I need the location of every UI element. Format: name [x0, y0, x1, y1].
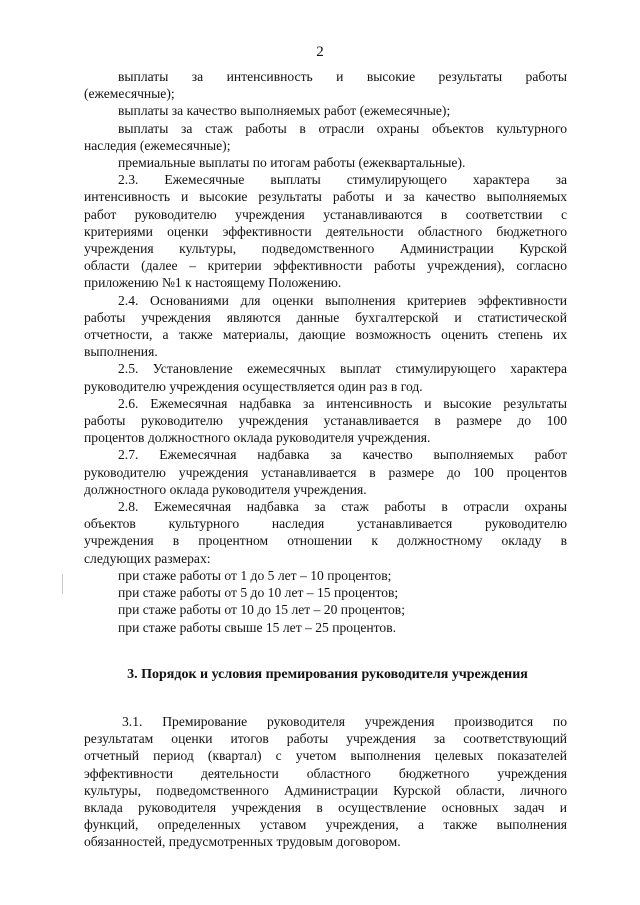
text-line: процентов должностного оклада руководителя учреждения. — [84, 430, 431, 446]
list-item: при стаже работы свыше 15 лет – 25 процентов. — [118, 619, 397, 635]
text-line: учреждения культуры, подведомственного Администрации Курской — [84, 241, 567, 257]
paragraph-2-7-line: 2.7. Ежемесячная надбавка за качество выполняемых работ — [118, 447, 567, 463]
text-line: работы руководителю учреждения устанавливается в размере до 100 — [84, 413, 567, 429]
text-line: премиальные выплаты по итогам работы (ежеквартальные). — [118, 155, 466, 171]
text-line: наследия (ежемесячные); — [84, 137, 231, 153]
text-line: отчетности, а также материалы, дающие возможность оценить степень их — [84, 327, 567, 343]
text-line: руководителю учреждения осуществляется один раз в год. — [84, 378, 423, 394]
text-line: эффективности деятельности областного бюджетного учреждения — [84, 765, 567, 781]
page-number: 2 — [316, 44, 324, 60]
text-line: (ежемесячные); — [84, 86, 175, 102]
paragraph-2-6-line: 2.6. Ежемесячная надбавка за интенсивность и высокие результаты — [118, 395, 567, 411]
text-line: отчетный период (квартал) с учетом выполнения целевых показателей — [84, 748, 567, 764]
scan-artifact-mark — [62, 574, 63, 594]
section-heading: 3. Порядок и условия премирования руководителя учреждения — [127, 666, 528, 682]
paragraph-3-1-line: 3.1. Премирование руководителя учреждения производится по — [122, 713, 567, 729]
text-line: выполнения. — [84, 344, 158, 360]
paragraph-2-8-line: 2.8. Ежемесячная надбавка за стаж работы в отрасли охраны — [118, 499, 567, 515]
text-line: культуры, подведомственного Администрации Курской области, личного — [84, 782, 567, 798]
text-line: выплаты за интенсивность и высокие результаты работы — [118, 69, 567, 84]
document-body — [84, 68, 567, 851]
text-line: приложению №1 к настоящему Положению. — [84, 275, 342, 291]
text-line: работ руководителю учреждения устанавливаются в соответствии с — [84, 206, 567, 222]
text-line: функций, определенных уставом учреждения, а также выполнения — [84, 817, 567, 833]
text-line: области (далее – критерии эффективности работы учреждения), согласно — [84, 258, 567, 274]
text-line: выплаты за качество выполняемых работ (ежемесячные); — [118, 103, 451, 119]
text-line: руководителю учреждения устанавливается в размере до 100 процентов — [84, 464, 567, 480]
text-line: критериями оценки эффективности деятельности областного бюджетного — [84, 223, 567, 239]
list-item: при стаже работы от 5 до 10 лет – 15 процентов; — [118, 585, 399, 601]
text-line: работы учреждения являются данные бухгалтерской и статистической — [84, 309, 567, 325]
list-item: при стаже работы от 10 до 15 лет – 20 процентов; — [118, 602, 406, 618]
text-line: объектов культурного наследия устанавливается руководителю — [84, 516, 567, 532]
text-line: интенсивность и высокие результаты работы и за качество выполняемых — [84, 189, 567, 205]
text-line: учреждения в процентном отношении к должностному окладу в — [84, 533, 567, 549]
text-line: результатам оценки итогов работы учреждения за соответствующий — [84, 731, 567, 747]
text-line: выплаты за стаж работы в отрасли охраны объектов культурного — [118, 120, 567, 136]
paragraph-2-5-line: 2.5. Установление ежемесячных выплат стимулирующего характера — [118, 361, 567, 377]
paragraph-2-4-line: 2.4. Основаниями для оценки выполнения критериев эффективности — [118, 292, 567, 308]
text-line: вклада руководителя учреждения в осуществление основных задач и — [84, 799, 567, 815]
list-item: при стаже работы от 1 до 5 лет – 10 процентов; — [118, 567, 392, 583]
text-line: должностного оклада руководителя учреждения. — [84, 481, 367, 497]
text-line: обязанностей, предусмотренных трудовым договором. — [84, 834, 401, 850]
text-line: следующих размерах: — [84, 550, 211, 566]
paragraph-2-3-line: 2.3. Ежемесячные выплаты стимулирующего характера за — [118, 172, 567, 188]
